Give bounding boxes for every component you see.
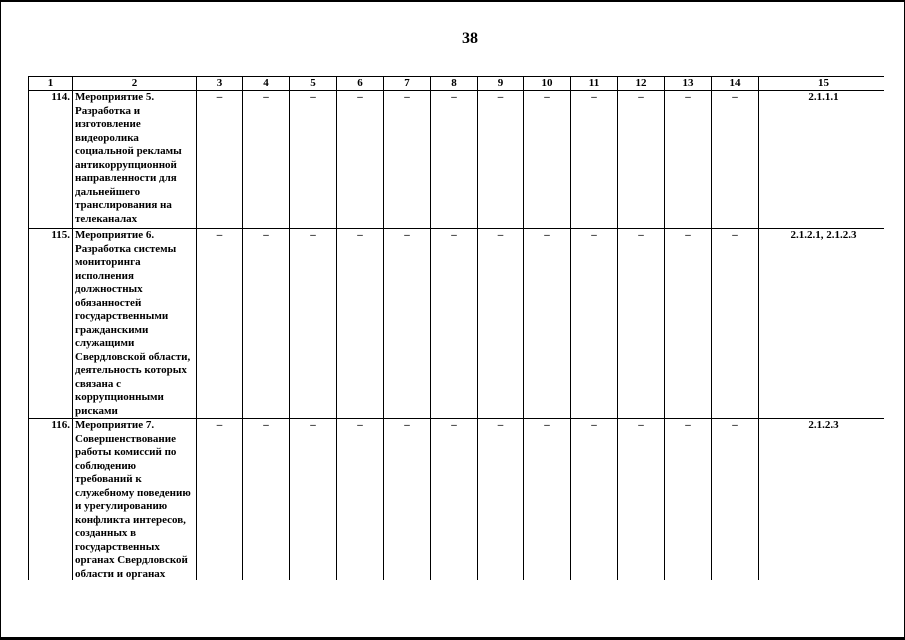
value-cell: –: [665, 91, 712, 229]
header-cell: 2: [73, 77, 197, 91]
value-cell: –: [618, 91, 665, 229]
page-number: 38: [462, 30, 478, 47]
header-cell: 5: [290, 77, 337, 91]
value-cell: –: [431, 229, 478, 419]
measure-name: Мероприятие 5. Разработка и изготовление видеоролика социальной рекламы антикоррупционной направленности для дальнейшего транслирования на телеканалах: [73, 91, 197, 229]
reference-cell: 2.1.2.3: [759, 419, 885, 581]
value-cell: –: [337, 419, 384, 581]
header-cell: 1: [29, 77, 73, 91]
header-cell: 14: [712, 77, 759, 91]
value-cell: –: [665, 229, 712, 419]
value-cell: –: [478, 229, 524, 419]
measure-name: Мероприятие 6. Разработка системы мониторинга исполнения должностных обязанностей государственными гражданскими служащими Свердловской области, деятельность которых связана с коррупционными рисками: [73, 229, 197, 419]
value-cell: –: [478, 91, 524, 229]
value-cell: –: [571, 229, 618, 419]
header-cell: 7: [384, 77, 431, 91]
value-cell: –: [243, 91, 290, 229]
value-cell: –: [384, 229, 431, 419]
header-cell: 4: [243, 77, 290, 91]
value-cell: –: [290, 229, 337, 419]
page-frame-left: [0, 0, 1, 640]
value-cell: –: [384, 419, 431, 581]
value-cell: –: [197, 419, 243, 581]
header-cell: 8: [431, 77, 478, 91]
value-cell: –: [243, 419, 290, 581]
header-cell: 6: [337, 77, 384, 91]
reference-cell: 2.1.2.1, 2.1.2.3: [759, 229, 885, 419]
table-row: [29, 229, 885, 419]
header-cell: 9: [478, 77, 524, 91]
value-cell: –: [524, 229, 571, 419]
value-cell: –: [712, 91, 759, 229]
value-cell: –: [618, 419, 665, 581]
header-cell: 12: [618, 77, 665, 91]
value-cell: –: [431, 419, 478, 581]
measure-name: Мероприятие 7. Совершенствование работы комиссий по соблюдению требований к служебному поведению и урегулированию конфликта интересов, созданных в государственных органах Свердловской области и органах: [73, 419, 197, 581]
page-frame-top: [0, 0, 905, 2]
value-cell: –: [243, 229, 290, 419]
value-cell: –: [524, 419, 571, 581]
table-row: [29, 419, 885, 581]
value-cell: –: [431, 91, 478, 229]
value-cell: –: [618, 229, 665, 419]
value-cell: –: [290, 91, 337, 229]
value-cell: –: [290, 419, 337, 581]
header-cell: 15: [759, 77, 885, 91]
measures-table: [28, 76, 884, 580]
value-cell: –: [197, 229, 243, 419]
row-number: 116.: [29, 419, 73, 581]
reference-cell: 2.1.1.1: [759, 91, 885, 229]
row-number: 115.: [29, 229, 73, 419]
header-cell: 11: [571, 77, 618, 91]
value-cell: –: [712, 419, 759, 581]
header-cell: 13: [665, 77, 712, 91]
row-number: 114.: [29, 91, 73, 229]
value-cell: –: [571, 419, 618, 581]
header-cell: 10: [524, 77, 571, 91]
value-cell: –: [197, 91, 243, 229]
value-cell: –: [478, 419, 524, 581]
value-cell: –: [665, 419, 712, 581]
value-cell: –: [712, 229, 759, 419]
value-cell: –: [384, 91, 431, 229]
header-row: [29, 77, 885, 91]
value-cell: –: [524, 91, 571, 229]
value-cell: –: [337, 229, 384, 419]
header-cell: 3: [197, 77, 243, 91]
value-cell: –: [571, 91, 618, 229]
value-cell: –: [337, 91, 384, 229]
table-container: [28, 76, 884, 580]
table-row: [29, 91, 885, 229]
